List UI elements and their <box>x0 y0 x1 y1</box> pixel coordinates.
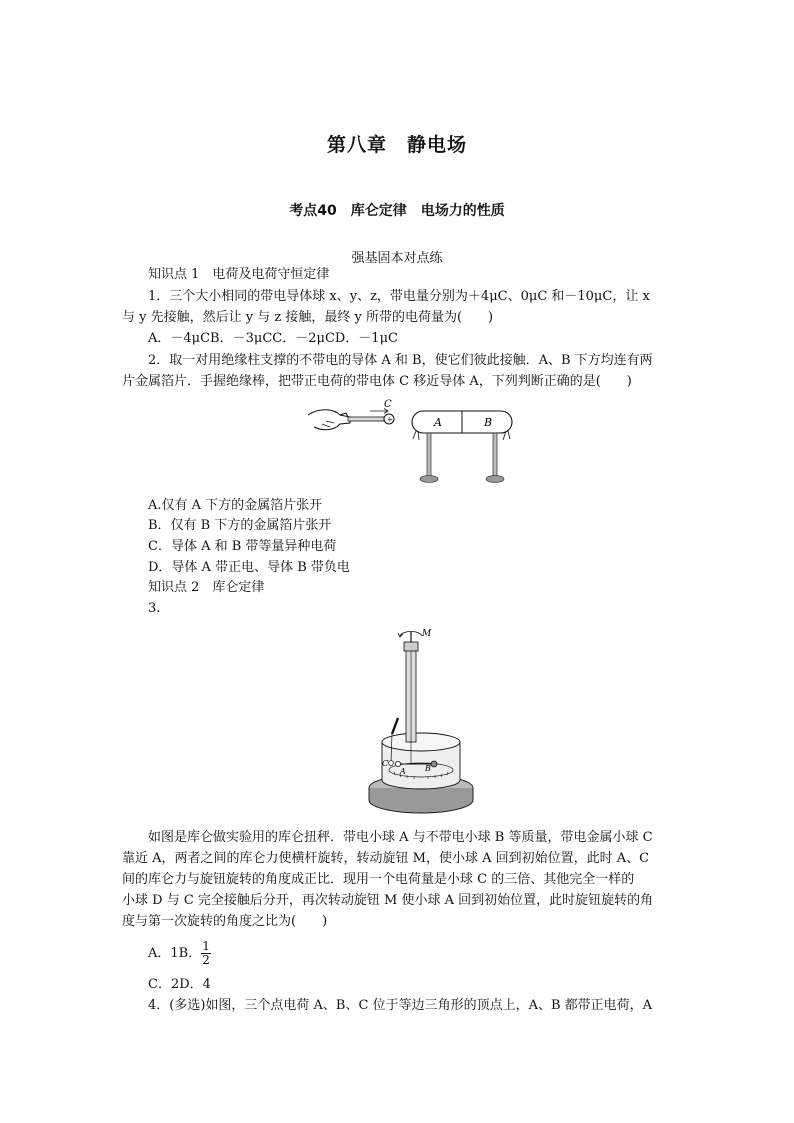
fraction-numerator: 1 <box>202 939 210 953</box>
label-c: C <box>384 399 392 410</box>
ball-a <box>395 761 400 766</box>
q1-options: A．－4μCB．－3μCC．－2μCD．－1μC <box>148 331 398 346</box>
q3-options-ab <box>148 940 211 967</box>
section-title: 考点40 库仑定律 电场力的性质 <box>289 203 505 219</box>
knowledge-point-2: 知识点 2 库仑定律 <box>148 580 265 595</box>
hand-icon <box>308 410 350 430</box>
ball-c <box>389 761 394 766</box>
pillar-b <box>493 433 497 477</box>
q3-line-3: 间的库仑力与旋钮旋转的角度成正比．现用一个电荷量是小球 C 的三倍、其他完全一样的 <box>122 872 635 887</box>
fraction-one-half <box>201 940 211 967</box>
q3-line-5: 度与第一次旋转的角度之比为( ) <box>122 914 328 929</box>
label-b: B <box>425 764 431 773</box>
q3-options-cd: C．2D．4 <box>148 977 211 992</box>
knowledge-point-1: 知识点 1 电荷及电荷守恒定律 <box>148 267 330 282</box>
pillar-a <box>427 433 431 477</box>
q3-line-1: 如图是库仑做实验用的库仑扭秤．带电小球 A 与不带电小球 B 等质量，带电金属小球 C <box>148 830 653 845</box>
q3-line-2: 靠近 A，两者之间的库仑力使横杆旋转，转动旋钮 M，使小球 A 回到初始位置，此时 A、C <box>122 851 650 866</box>
q3-line-4: 小球 D 与 C 完全接触后分开，再次转动旋钮 M 使小球 A 回到初始位置，此时旋钮旋转的角 <box>122 893 654 908</box>
q1-line-1: 1．三个大小相同的带电导体球 x、y、z，带电量分别为＋4μC、0μC 和－10μC，让 x <box>148 289 650 304</box>
torsion-balance-figure <box>362 624 480 816</box>
label-a: A <box>434 416 442 429</box>
q4-line-1: 4．(多选)如图，三个点电荷 A、B、C 位于等边三角形的顶点上，A、B 都带正电荷，A <box>148 998 653 1013</box>
q2-option-c: C．导体 A 和 B 带等量异种电荷 <box>148 539 337 554</box>
label-b: B <box>484 416 493 429</box>
q2-line-1: 2．取一对用绝缘柱支撑的不带电的导体 A 和 B，使它们彼此接触．A、B 下方均连有两 <box>148 353 653 368</box>
subsection-title: 强基固本对点练 <box>351 251 443 266</box>
knob-m[interactable] <box>404 642 418 651</box>
insulating-rod <box>348 417 384 421</box>
cylinder-top <box>382 733 460 751</box>
label-c: C <box>382 759 389 768</box>
rod-c <box>392 718 398 734</box>
label-m: M <box>422 629 432 639</box>
q2-option-b: B．仅有 B 下方的金属箔片张开 <box>148 518 332 533</box>
base-a <box>420 476 438 483</box>
label-a: A <box>400 767 406 776</box>
plus-sign: + <box>387 415 393 424</box>
base-side <box>369 788 473 813</box>
q2-line-2: 片金属箔片．手握绝缘棒，把带正电荷的带电体 C 移近导体 A，下列判断正确的是( ) <box>122 374 632 389</box>
q2-option-a: A.仅有 A 下方的金属箔片张开 <box>148 498 323 513</box>
chapter-title: 第八章 静电场 <box>326 134 467 156</box>
q3-number: 3. <box>148 601 161 616</box>
base-b <box>486 476 504 483</box>
q3-option-ab-prefix: A．1B． <box>148 946 202 961</box>
ball-b <box>431 761 437 767</box>
q1-line-2: 与 y 先接触，然后让 y 与 z 接触，最终 y 所带的电荷量为( ) <box>122 310 494 325</box>
fraction-denominator: 2 <box>202 953 210 967</box>
foil-a <box>413 431 419 440</box>
conductor-figure <box>300 393 525 488</box>
q2-option-d: D．导体 A 带正电、导体 B 带负电 <box>148 560 350 575</box>
